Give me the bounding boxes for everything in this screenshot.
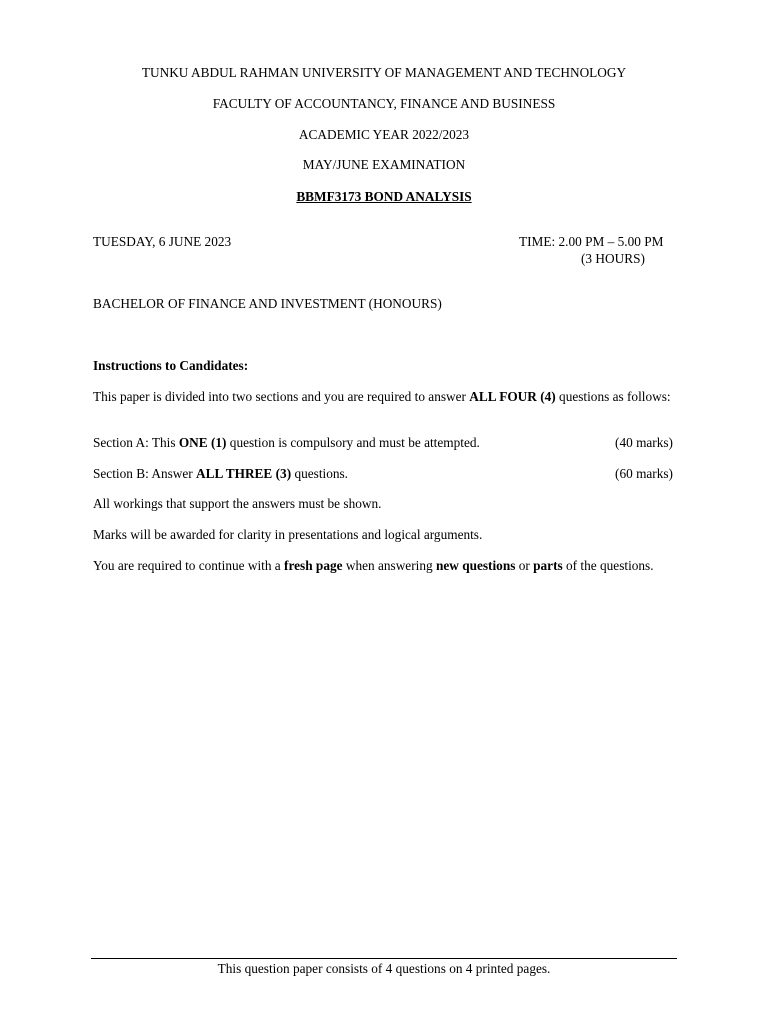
instructions-intro: [93, 389, 673, 406]
exam-date: TUESDAY, 6 JUNE 2023: [93, 234, 232, 249]
fresh-page-t1: You are required to continue with a: [93, 558, 285, 573]
faculty-name: FACULTY OF ACCOUNTANCY, FINANCE AND BUSINESS: [212, 96, 556, 111]
clarity-note: Marks will be awarded for clarity in presentations and logical arguments.: [93, 527, 483, 542]
fresh-page-t4: of the questions.: [562, 558, 654, 573]
university-name: TUNKU ABDUL RAHMAN UNIVERSITY OF MANAGEMENT AND TECHNOLOGY: [141, 65, 627, 80]
fresh-page-t2: when answering: [342, 558, 436, 573]
programme-name: BACHELOR OF FINANCE AND INVESTMENT (HONOURS): [93, 296, 442, 311]
section-a-bold: ONE (1): [178, 435, 227, 450]
fresh-page-b2: new questions: [435, 558, 516, 573]
academic-year: ACADEMIC YEAR 2022/2023: [298, 127, 470, 142]
section-b-marks: (60 marks): [615, 466, 673, 481]
footer-text: This question paper consists of 4 questions on 4 printed pages.: [217, 961, 551, 976]
section-b-post: questions.: [291, 466, 349, 481]
exam-session: MAY/JUNE EXAMINATION: [302, 157, 466, 172]
exam-time: TIME: 2.00 PM – 5.00 PM: [519, 234, 664, 249]
instructions-heading: [93, 358, 248, 375]
section-b-pre: Section B: Answer: [93, 466, 197, 481]
workings-note: All workings that support the answers must be shown.: [93, 496, 382, 511]
instructions-heading-text: Instructions to Candidates:: [93, 358, 249, 373]
intro-text-bold: ALL FOUR (4): [469, 389, 556, 404]
section-a-pre: Section A: This: [93, 435, 179, 450]
fresh-page-b3: parts: [533, 558, 563, 573]
fresh-page-b1: fresh page: [284, 558, 343, 573]
footer-divider: [91, 958, 677, 959]
section-a-post: question is compulsory and must be attempted.: [226, 435, 480, 450]
intro-text-post: questions as follows:: [555, 389, 671, 404]
course-title: [0, 189, 768, 206]
fresh-page-note: [93, 558, 673, 575]
section-a-line: [93, 435, 673, 452]
section-b-line: [93, 466, 673, 483]
fresh-page-t3: or: [515, 558, 534, 573]
section-a-marks: (40 marks): [615, 435, 673, 450]
course-title-text: BBMF3173 BOND ANALYSIS: [296, 189, 472, 204]
section-b-bold: ALL THREE (3): [196, 466, 292, 481]
exam-duration: (3 HOURS): [581, 251, 645, 266]
intro-text-pre: This paper is divided into two sections and you are required to answer: [93, 389, 470, 404]
